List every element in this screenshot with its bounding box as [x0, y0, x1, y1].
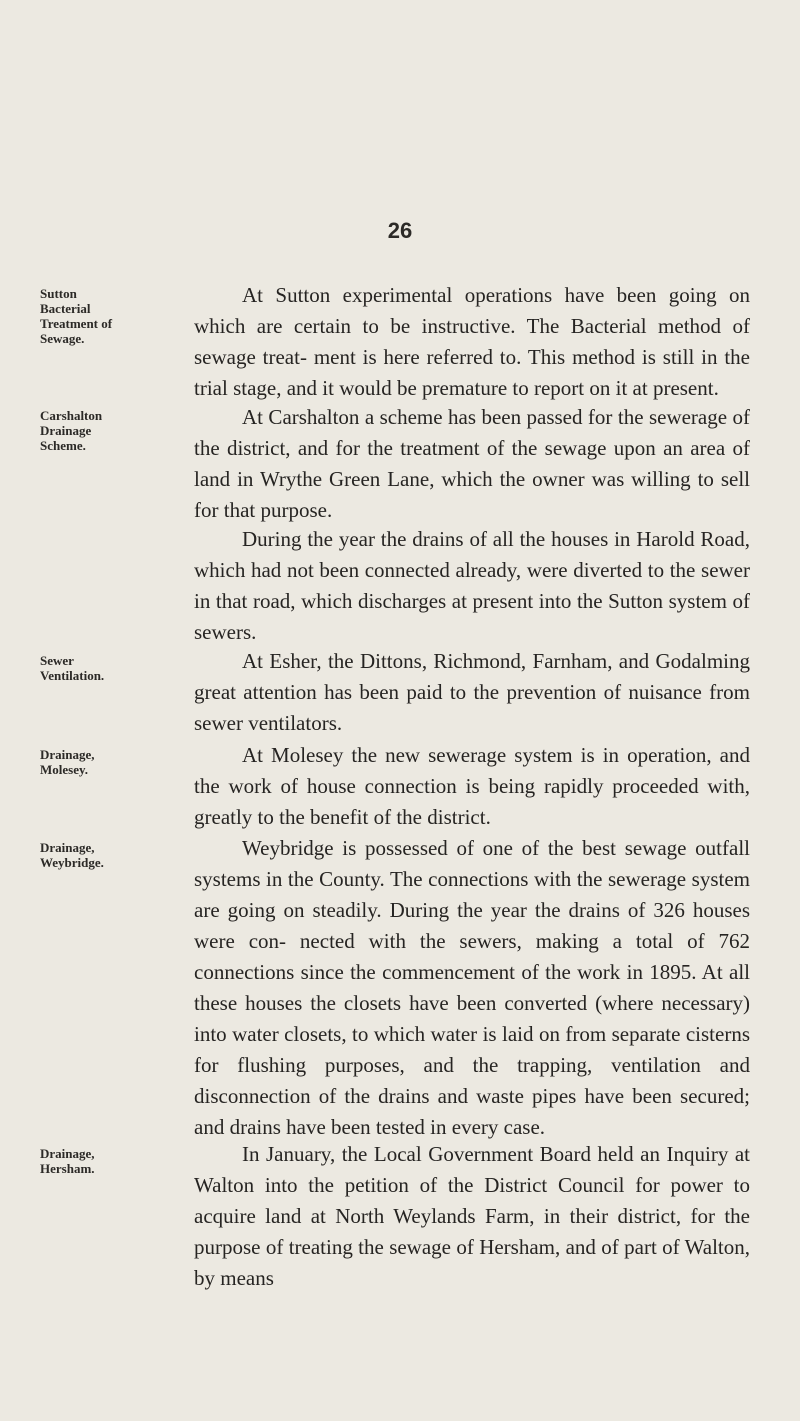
paragraph-sutton	[194, 280, 750, 404]
margin-note-line: Sutton	[40, 286, 77, 301]
margin-note-line: Molesey.	[40, 762, 89, 777]
margin-note-line: Drainage,	[40, 747, 95, 762]
paragraph-text: At Esher, the Dittons, Richmond, Farnham, and Godalming great attention has been paid to the prevention of nuisance from sewer ventilators.	[194, 649, 750, 735]
margin-note-line: Drainage	[40, 423, 92, 438]
paragraph-hersham	[194, 1139, 750, 1294]
margin-note-line: Treatment of	[40, 316, 113, 331]
margin-note-drainage-hersham	[40, 1146, 132, 1176]
margin-note-drainage-molesey	[40, 747, 132, 777]
margin-note-line: Drainage,	[40, 1146, 95, 1161]
margin-note-line: Bacterial	[40, 301, 91, 316]
margin-note-line: Ventilation.	[40, 668, 105, 683]
margin-note-line: Carshalton	[40, 408, 103, 423]
margin-note-carshalton-drainage	[40, 408, 132, 453]
paragraph-carshalton	[194, 402, 750, 526]
paragraph-molesey	[194, 740, 750, 833]
margin-note-line: Sewer	[40, 653, 74, 668]
margin-note-drainage-weybridge	[40, 840, 132, 870]
margin-note-sutton-bacterial	[40, 286, 132, 346]
page-number: 26	[387, 218, 413, 243]
margin-note-line: Scheme.	[40, 438, 86, 453]
paragraph-text: During the year the drains of all the houses in Harold Road, which had not been connected already, were diverted to the sewer in that road, which discharges at present into the Sutton system of sewers.	[194, 527, 750, 644]
margin-note-line: Drainage,	[40, 840, 95, 855]
paragraph-text: At Molesey the new sewerage system is in operation, and the work of house connection is being rapidly proceeded with, greatly to the benefit of the district.	[194, 743, 750, 829]
paragraph-harold-road	[194, 524, 750, 648]
margin-note-sewer-ventilation	[40, 653, 132, 683]
paragraph-text: Weybridge is possessed of one of the best sewage outfall systems in the County. The connections with the sewerage system are going on steadily. During the year the drains of 326 houses were con- nected with the sewers, making a total of 762 connections since the commencement of the work in 1895. At all these houses the closets have been converted (where necessary) into water closets, to which water is laid on from separate cisterns for flushing purposes, and the trapping, ventilation and disconnection of the drains and waste pipes have been secured; and drains have been tested in every case.	[194, 836, 750, 1139]
paragraph-text: At Carshalton a scheme has been passed for the sewerage of the district, and for the treatment of the sewage upon an area of land in Wrythe Green Lane, which the owner was willing to sell for that purpose.	[194, 405, 750, 522]
margin-note-line: Hersham.	[40, 1161, 95, 1176]
paragraph-weybridge	[194, 833, 750, 1143]
margin-note-line: Sewage.	[40, 331, 85, 346]
paragraph-text: In January, the Local Government Board held an Inquiry at Walton into the petition of the District Council for power to acquire land at North Weylands Farm, in their district, for the purpose of treating the sewage of Hersham, and of part of Walton, by means	[194, 1142, 750, 1290]
margin-note-line: Weybridge.	[40, 855, 104, 870]
paragraph-esher-ventilators	[194, 646, 750, 739]
paragraph-text: At Sutton experimental operations have been going on which are certain to be instructive. The Bacterial method of sewage treat- ment is here referred to. This method is still in the trial stage, and it would be premature to report on it at present.	[194, 283, 750, 400]
